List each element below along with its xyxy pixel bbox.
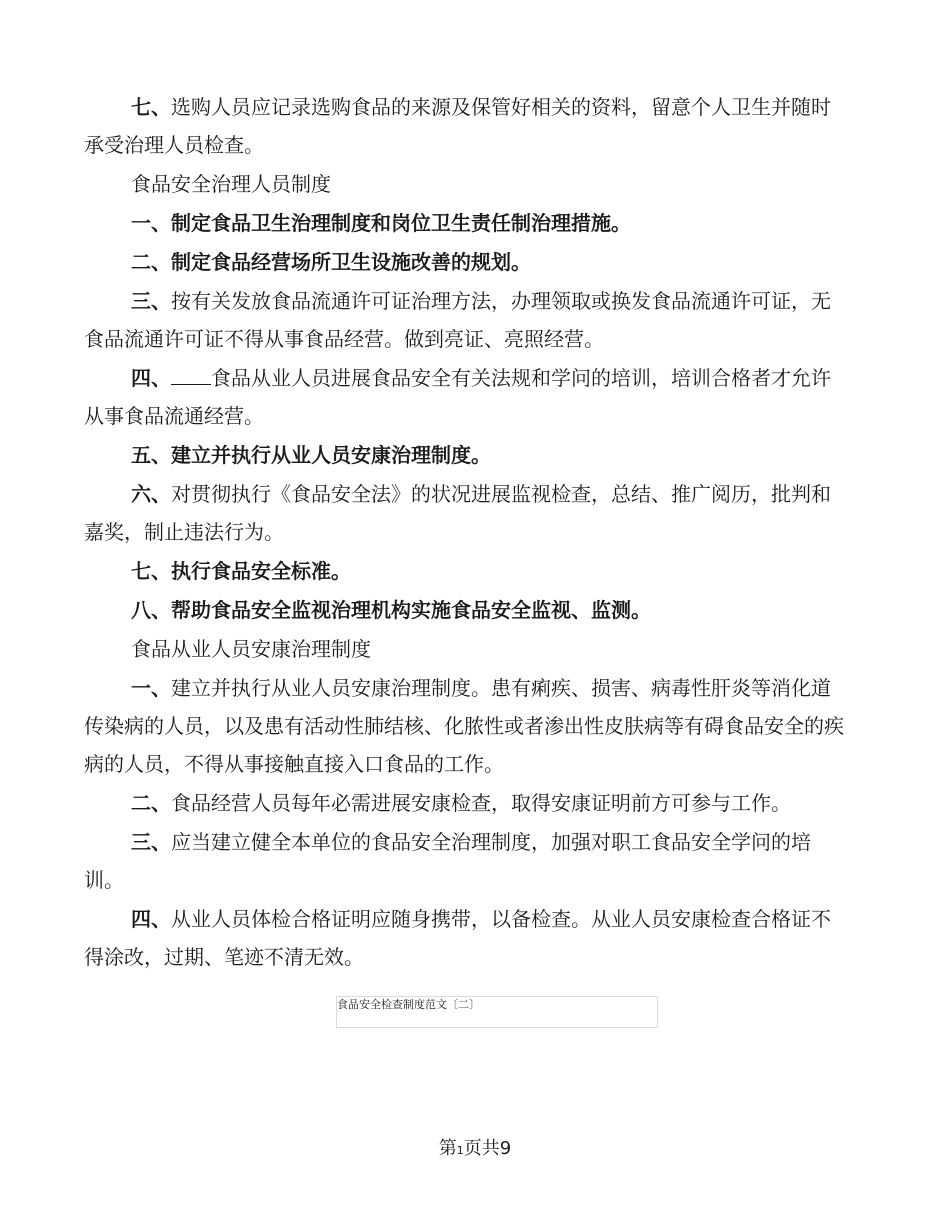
paragraph-text: 食品从业人员进展食品安全有关法规和学问的培训，培训合格者才允许从事食品流通经营。 — [84, 366, 831, 428]
paragraph-list — [84, 88, 850, 976]
footer-total: 9 — [499, 1138, 512, 1159]
caption-box — [336, 996, 658, 1028]
paragraph-text: 建立并执行从业人员安康治理制度。患有痢疾、损害、病毒性肝炎等消化道传染病的人员，以及患有活动性肺结核、化脓性或者渗出性皮肤病等有碍食品安全的疾病的人员，不得从事接触直接入口食品的工作。 — [84, 676, 844, 776]
numbered-paragraph — [84, 900, 850, 976]
numbered-paragraph — [84, 591, 850, 629]
fill-in-blank — [171, 366, 211, 385]
numbered-paragraph — [84, 243, 850, 281]
numbered-paragraph — [84, 552, 850, 590]
numbered-paragraph — [84, 475, 850, 551]
paragraph-text: 按有关发放食品流通许可证治理方法，办理领取或换发食品流通许可证，无食品流通许可证不得从事食品经营。做到亮证、亮照经营。 — [84, 289, 831, 351]
paragraph-number: 四、 — [131, 907, 171, 931]
numbered-paragraph — [84, 823, 850, 899]
paragraph-number: 二、 — [131, 791, 171, 815]
numbered-paragraph — [84, 359, 850, 435]
paragraph-number: 七、 — [131, 95, 171, 119]
paragraph-text: 选购人员应记录选购食品的来源及保管好相关的资料，留意个人卫生并随时承受治理人员检查。 — [84, 95, 831, 157]
page-footer — [0, 1134, 950, 1160]
paragraph-text: 从业人员体检合格证明应随身携带，以备检查。从业人员安康检查合格证不得涂改，过期、笔迹不清无效。 — [84, 907, 831, 969]
paragraph-number: 五、 — [131, 443, 171, 467]
paragraph-text: 制定食品经营场所卫生设施改善的规划。 — [171, 250, 531, 274]
paragraph-number: 一、 — [131, 211, 171, 235]
numbered-paragraph — [84, 784, 850, 822]
paragraph-text: 建立并执行从业人员安康治理制度。 — [171, 443, 491, 467]
paragraph-text: 制定食品卫生治理制度和岗位卫生责任制治理措施。 — [171, 211, 631, 235]
paragraph-number: 六、 — [131, 482, 171, 506]
paragraph-text: 执行食品安全标准。 — [171, 559, 351, 583]
footer-middle: 页共 — [463, 1138, 500, 1159]
paragraph-text: 食品经营人员每年必需进展安康检查，取得安康证明前方可参与工作。 — [171, 791, 791, 815]
paragraph-number: 一、 — [131, 676, 171, 700]
numbered-paragraph — [84, 436, 850, 474]
section-heading — [84, 630, 850, 668]
paragraph-number: 二、 — [131, 250, 171, 274]
paragraph-number: 三、 — [131, 830, 171, 854]
paragraph-text: 应当建立健全本单位的食品安全治理制度，加强对职工食品安全学问的培训。 — [84, 830, 811, 892]
paragraph-number: 八、 — [131, 598, 171, 622]
paragraph-text: 食品从业人员安康治理制度 — [131, 637, 371, 661]
numbered-paragraph — [84, 88, 850, 164]
paragraph-number: 七、 — [131, 559, 171, 583]
footer-prefix: 第 — [438, 1138, 457, 1159]
numbered-paragraph — [84, 204, 850, 242]
numbered-paragraph — [84, 669, 850, 783]
paragraph-text: 食品安全治理人员制度 — [131, 172, 331, 196]
section-heading — [84, 165, 850, 203]
paragraph-number: 三、 — [131, 289, 171, 313]
caption-text: 食品安全检查制度范文〔二〕 — [337, 998, 480, 1011]
footer-page-number: 1 — [456, 1144, 464, 1157]
paragraph-text: 帮助食品安全监视治理机构实施食品安全监视、监测。 — [171, 598, 651, 622]
paragraph-number: 四、 — [131, 366, 171, 390]
paragraph-text: 对贯彻执行《食品安全法》的状况进展监视检查，总结、推广阅历，批判和嘉奖，制止违法行为。 — [84, 482, 831, 544]
numbered-paragraph — [84, 282, 850, 358]
document-body — [84, 88, 850, 977]
